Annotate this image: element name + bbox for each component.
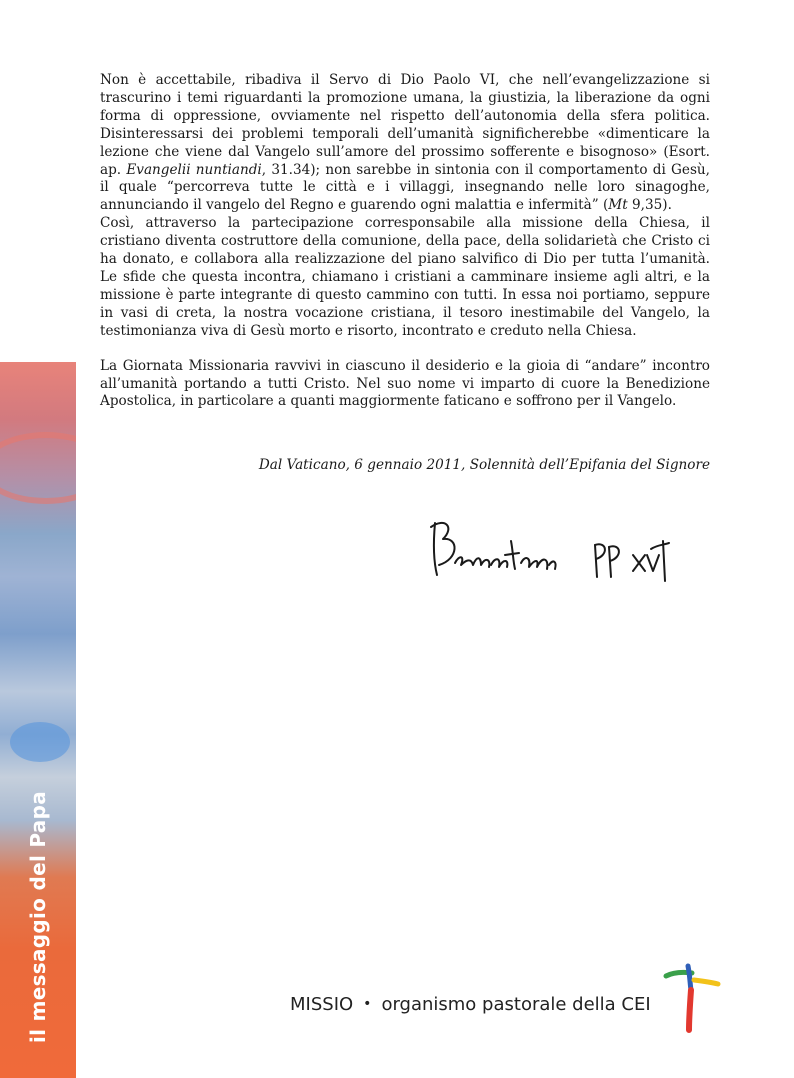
missio-cross-logo-icon — [662, 962, 722, 1034]
letter-body — [100, 72, 710, 411]
footer-text — [290, 994, 651, 1015]
sidebar-label: il messaggio del Papa — [26, 790, 50, 1044]
paragraph-1 — [100, 72, 710, 215]
footer-description: organismo pastorale della CEI — [381, 994, 651, 1015]
text-run: 9,35). — [627, 197, 672, 214]
sidebar-decoration — [0, 362, 76, 1078]
paragraph-2: Così, attraverso la partecipazione corresponsabile alla missione della Chiesa, il cristiano diventa costruttore della comunione, della pace, della solidarietà che Cristo ci ha donato, e collabora alla realizzazione del piano salvifico di Dio per tutta l’umanità. Le sfide che questa incontra, chiamano i cristiani a camminare insieme agli altri, e la missione è parte integrante di questo cammino con tutti. In essa noi portiamo, seppure in vasi di creta, la nostra vocazione cristiana, il tesoro inestimabile del Vangelo, la testimonianza viva di Gesù morto e risorto, incontrato e creduto nella Chiesa. — [100, 215, 710, 339]
dateline: Dal Vaticano, 6 gennaio 2011, Solennità dell’Epifania del Signore — [258, 457, 710, 473]
text-run: , 31.34); non sarebbe in sintonia con il comportamento di Gesù, il quale “percorreva tutte le città e i villaggi, insegnando nelle loro sinagoghe, annunciando il vangelo del Regno e guarendo ogni malattia e infermità” ( — [100, 161, 710, 214]
paragraph-3: La Giornata Missionaria ravvivi in ciascuno il desiderio e la gioia di “andare” incontro all’umanità portando a tutti Cristo. Nel suo nome vi imparto di cuore la Benedizione Apostolica, in particolare a quanti maggiormente faticano e soffrono per il Vangelo. — [100, 357, 710, 410]
text-run: Non è accettabile, ribadiva il Servo di Dio Paolo VI, che nell’evangelizzazione si trascurino i temi riguardanti la promozione umana, la giustizia, la liberazione da ogni forma di oppressione, ovviamente nel rispetto dell’autonomia della sfera politica. Disinteressarsi dei problemi temporali dell’umanità significherebbe «dimenticare la lezione che viene dal Vangelo sull’amore del prossimo sofferente e bisognoso» (Esort. ap. — [100, 72, 710, 178]
footer-separator: • — [363, 996, 372, 1012]
italic-citation: Mt — [608, 197, 628, 214]
italic-citation: Evangelii nuntiandi — [126, 161, 262, 178]
signature-icon — [425, 515, 705, 595]
footer-org: MISSIO — [290, 994, 354, 1015]
